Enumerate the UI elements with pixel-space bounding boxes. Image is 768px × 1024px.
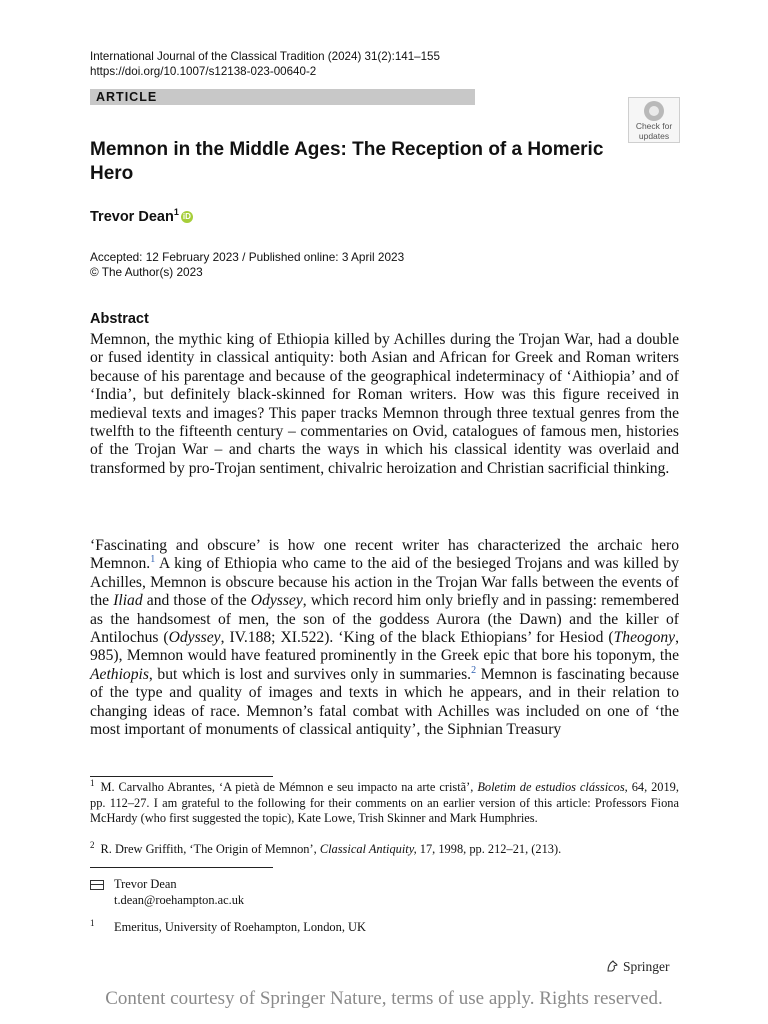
orcid-icon[interactable]: iD: [182, 211, 191, 221]
footnote-2: $^2$ R. Drew Griffith, ‘The Origin of Memnon’, Classical Antiquity, 17, 1998, pp. 212–21, (213).: [90, 839, 562, 856]
dates-line: Accepted: 12 February 2023 / Published online: 3 April 2023: [90, 250, 405, 264]
journal-citation: International Journal of the Classical Tradition (2024) 31(2):141–155: [90, 50, 440, 63]
article-title: Memnon in the Middle Ages: The Reception of a Homeric Hero: [90, 139, 604, 184]
footnote-divider: [90, 776, 273, 777]
badge-text: Check for updates: [635, 121, 673, 141]
affiliation-number: 1: [90, 917, 95, 928]
abstract-text: Memnon, the mythic king of Ethiopia killed by Achilles during the Trojan War, had a double or fused identity in classical antiquity: both Asian and African for Greek and Roman writers because of his parentage and because of the geographical indeterminacy of ‘Aithiopia’ and of ‘India’, but definitely black-skinned for Roman writers. How was this figure received in medieval texts and images? This paper tracks Memnon through three textual genres from the twelfth to the fifteenth century – commentaries on Ovid, catalogues of famous men, histories of the Trojan War – and charts the ways in which his classical identity was overlaid and transformed by pro-Trojan sentiment, chivalric heroization and Christian sacrificial thinking.: [90, 331, 679, 477]
doi-link[interactable]: https://doi.org/10.1007/s12138-023-00640-2: [90, 65, 317, 78]
journal-header: [90, 49, 440, 79]
footnote-1: $^1$ M. Carvalho Abrantes, ‘A pietà de Mémnon e seu impacto na arte cristã’, Boletim de estudios clássicos, 64, 2019, pp. 112–27. I am grateful to the following for their comments on an earlier version of this article: Professors Fiona McHardy (who first suggested the topic), Kate Lowe, Trish Skinner and Mark Humphries.: [90, 777, 679, 825]
article-type-label: ARTICLE: [96, 90, 158, 104]
publisher-name: Springer: [623, 959, 670, 974]
author-affiliation-mark: 1: [173, 207, 179, 217]
correspondence-name: Trevor Dean: [114, 877, 177, 891]
footnote-ref-2[interactable]: 2: [471, 664, 477, 676]
courtesy-notice: Content courtesy of Springer Nature, terms of use apply. Rights reserved.: [105, 988, 663, 1009]
footnote-ref-1[interactable]: 1: [150, 554, 156, 566]
correspondence-divider: [90, 867, 273, 868]
author-line: [90, 207, 193, 225]
affiliation: [90, 917, 366, 935]
publication-dates: [90, 250, 404, 279]
check-for-updates-badge[interactable]: [628, 97, 680, 143]
publisher-logo: [605, 959, 670, 975]
copyright-line: © The Author(s) 2023: [90, 264, 203, 279]
envelope-icon: [90, 880, 104, 890]
affiliation-text: Emeritus, University of Roehampton, London, UK: [114, 920, 366, 934]
body-paragraph: ‘Fascinating and obscure’ is how one recent writer has characterized the archaic hero Memnon.$^1$ A king of Ethiopia who came to the aid of the besieged Trojans and was killed by Achilles, Memnon is obscure because his action in the Trojan War falls between the events of the Iliad and those of the Odyssey, which record him only briefly and in passing: remembered as the handsomest of men, the son of the goddess Aurora (the Dawn) and the killer of Antilochus (Odyssey, IV.188; XI.522). ‘King of the black Ethiopians’ for Hesiod (Theogony, 985), Memnon would have featured prominently in the Greek epic that bore his toponym, the Aethiopis, but which is lost and survives only in summaries.$^2$ Memnon is fascinating because of the type and quality of images and texts in which he appears, and in their relation to changing ideas of race. Memnon’s fatal combat with Achilles was included on one of ‘the most important of monuments of classical antiquity’, the Siphnian Treasury: [90, 537, 679, 739]
abstract-heading: Abstract: [90, 311, 149, 327]
springer-horse-icon: [605, 959, 619, 973]
update-check-icon: [644, 101, 664, 121]
correspondence-email[interactable]: t.dean@roehampton.ac.uk: [114, 893, 245, 907]
author-name[interactable]: Trevor Dean: [90, 208, 174, 225]
